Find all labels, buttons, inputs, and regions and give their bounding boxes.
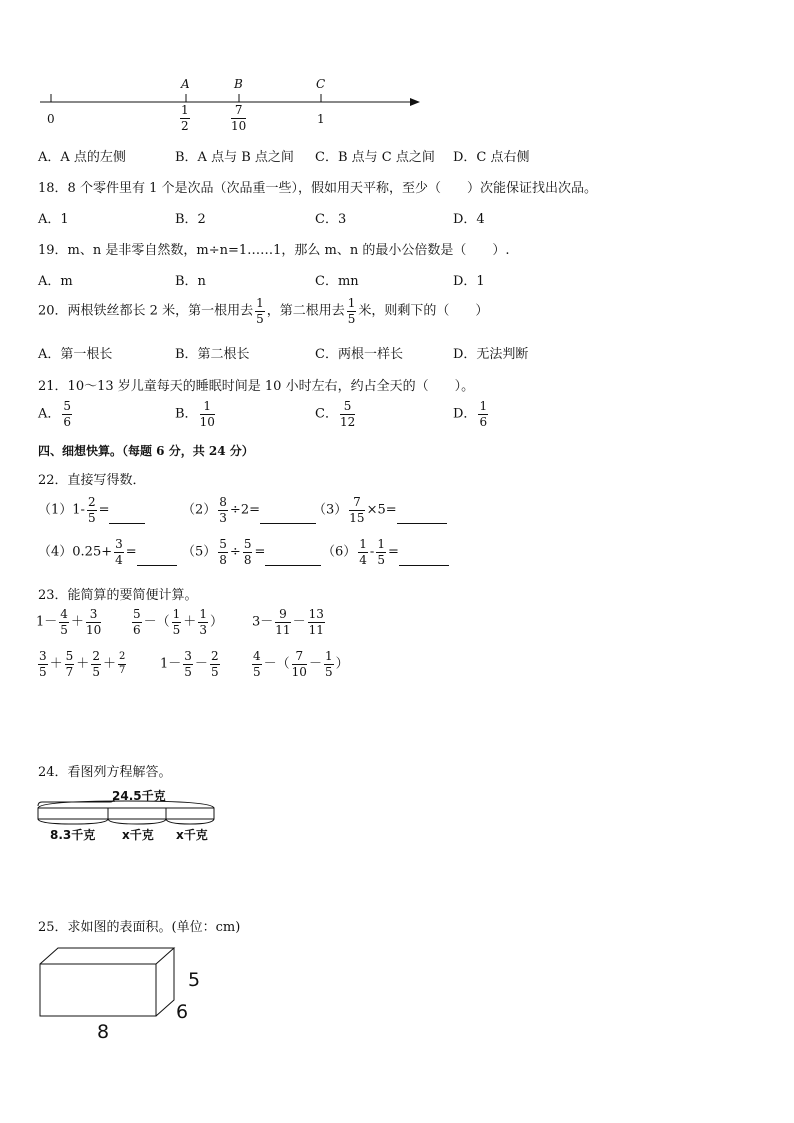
q25-cuboid bbox=[36, 946, 186, 1020]
q22-item-3: （3） $\frac{7}{15}$ ×5= bbox=[313, 496, 447, 524]
answer-blank[interactable] bbox=[265, 553, 321, 566]
tick-c: 1 bbox=[317, 112, 325, 126]
point-c-label: C bbox=[316, 77, 326, 91]
q20-option-a[interactable]: A．第一根长 bbox=[38, 347, 113, 362]
q22-title: 22．直接写得数． bbox=[38, 473, 146, 488]
q24-segment-1-label: 8.3千克 bbox=[50, 828, 96, 842]
q19-text: 19．m、n 是非零自然数，m÷n=1……1，那么 m、n 的最小公倍数是（ ）. bbox=[38, 243, 510, 258]
q25-height-label: 5 bbox=[188, 969, 201, 991]
q22-item-5: （5） $\frac{5}{8}$ ÷ $\frac{5}{8}$ = bbox=[182, 538, 321, 566]
q18-option-a[interactable]: A．1 bbox=[38, 212, 69, 227]
q24-segment-2-label: x千克 bbox=[122, 828, 154, 842]
q20-option-c[interactable]: C．两根一样长 bbox=[315, 347, 403, 362]
q22-item-6: （6） $\frac{1}{4}$ - $\frac{1}{5}$ = bbox=[322, 538, 449, 566]
q21-option-c[interactable]: C． $\frac{5}{12}$ bbox=[315, 399, 356, 429]
section-4-heading: 四、细想快算。（每题 6 分，共 24 分） bbox=[38, 444, 254, 458]
q18-option-c[interactable]: C．3 bbox=[315, 212, 347, 227]
q17-option-c[interactable]: C．B 点与 C 点之间 bbox=[315, 150, 435, 165]
q22-item-2: （2） $\frac{8}{3}$ ÷2= bbox=[182, 496, 316, 524]
q17-option-d[interactable]: D．C 点右侧 bbox=[453, 150, 530, 165]
q25-title: 25．求如图的表面积。(单位：cm) bbox=[38, 920, 241, 935]
q17-option-a[interactable]: A．A 点的左侧 bbox=[38, 150, 126, 165]
q18-option-d[interactable]: D．4 bbox=[453, 212, 485, 227]
q20-text: 20．两根铁丝都长 2 米，第一根用去 $\frac{1}{5}$ ，第二根用去 $\frac{1}{5}$ 米，则剩下的（ ） bbox=[38, 296, 489, 326]
q19-option-b[interactable]: B．n bbox=[175, 274, 206, 289]
q23-expr-3: 3－ $\frac{9}{11}$ － $\frac{13}{11}$ bbox=[252, 607, 324, 637]
tick-a-fraction: $\frac{1}{2}$ bbox=[181, 103, 189, 133]
q23-expr-1: 1－ $\frac{4}{5}$ ＋ $\frac{3}{10}$ bbox=[36, 607, 102, 637]
q23-expr-6: $\frac{4}{5}$ －（ $\frac{7}{10}$ － $\frac{1}{5}$ ） bbox=[253, 649, 349, 679]
q23-expr-5: 1－ $\frac{3}{5}$ － $\frac{2}{5}$ bbox=[160, 649, 219, 679]
answer-blank[interactable] bbox=[260, 511, 316, 524]
q21-option-b[interactable]: B． $\frac{1}{10}$ bbox=[175, 399, 215, 429]
q25-length-label: 8 bbox=[97, 1021, 110, 1043]
q18-option-b[interactable]: B．2 bbox=[175, 212, 206, 227]
q23-title: 23．能简算的要简便计算。 bbox=[38, 588, 198, 603]
q19-option-a[interactable]: A．m bbox=[38, 274, 73, 289]
q24-title: 24．看图列方程解答。 bbox=[38, 765, 172, 780]
tick-zero: 0 bbox=[47, 112, 55, 126]
q25-depth-label: 6 bbox=[176, 1001, 189, 1023]
q24-segment-3-label: x千克 bbox=[176, 828, 208, 842]
q23-expr-2: $\frac{5}{6}$ －（ $\frac{1}{5}$ ＋ $\frac{1}{3}$ ） bbox=[133, 607, 223, 637]
q20-option-d[interactable]: D．无法判断 bbox=[453, 347, 529, 362]
q20-option-b[interactable]: B．第二根长 bbox=[175, 347, 250, 362]
answer-blank[interactable] bbox=[109, 511, 145, 524]
tick-b-fraction: $\frac{7}{10}$ bbox=[231, 103, 247, 133]
q24-total-label: 24.5千克 bbox=[112, 789, 166, 803]
q21-option-a[interactable]: A． $\frac{5}{6}$ bbox=[38, 399, 72, 429]
q21-option-d[interactable]: D． $\frac{1}{6}$ bbox=[453, 399, 488, 429]
q24-segment-diagram bbox=[36, 800, 226, 828]
point-a-label: A bbox=[181, 77, 190, 91]
q21-text: 21．10～13 岁儿童每天的睡眠时间是 10 小时左右，约占全天的（ ）。 bbox=[38, 379, 475, 394]
q19-option-d[interactable]: D．1 bbox=[453, 274, 485, 289]
q22-item-1: （1）1- $\frac{2}{5}$ = bbox=[38, 496, 145, 524]
answer-blank[interactable] bbox=[137, 553, 177, 566]
q23-expr-4: $\frac{3}{5}$ ＋ $\frac{5}{7}$ ＋ $\frac{2}{5}$ ＋ $\frac{2}{7}$ bbox=[39, 649, 126, 679]
answer-blank[interactable] bbox=[399, 553, 449, 566]
q18-text: 18．8 个零件里有 1 个是次品（次品重一些），假如用天平称，至少（ ）次能保证找出次品。 bbox=[38, 181, 597, 196]
q17-option-b[interactable]: B．A 点与 B 点之间 bbox=[175, 150, 294, 165]
q22-item-4: （4）0.25+ $\frac{3}{4}$ = bbox=[38, 538, 177, 566]
q19-option-c[interactable]: C．mn bbox=[315, 274, 359, 289]
answer-blank[interactable] bbox=[397, 511, 447, 524]
point-b-label: B bbox=[234, 77, 243, 91]
